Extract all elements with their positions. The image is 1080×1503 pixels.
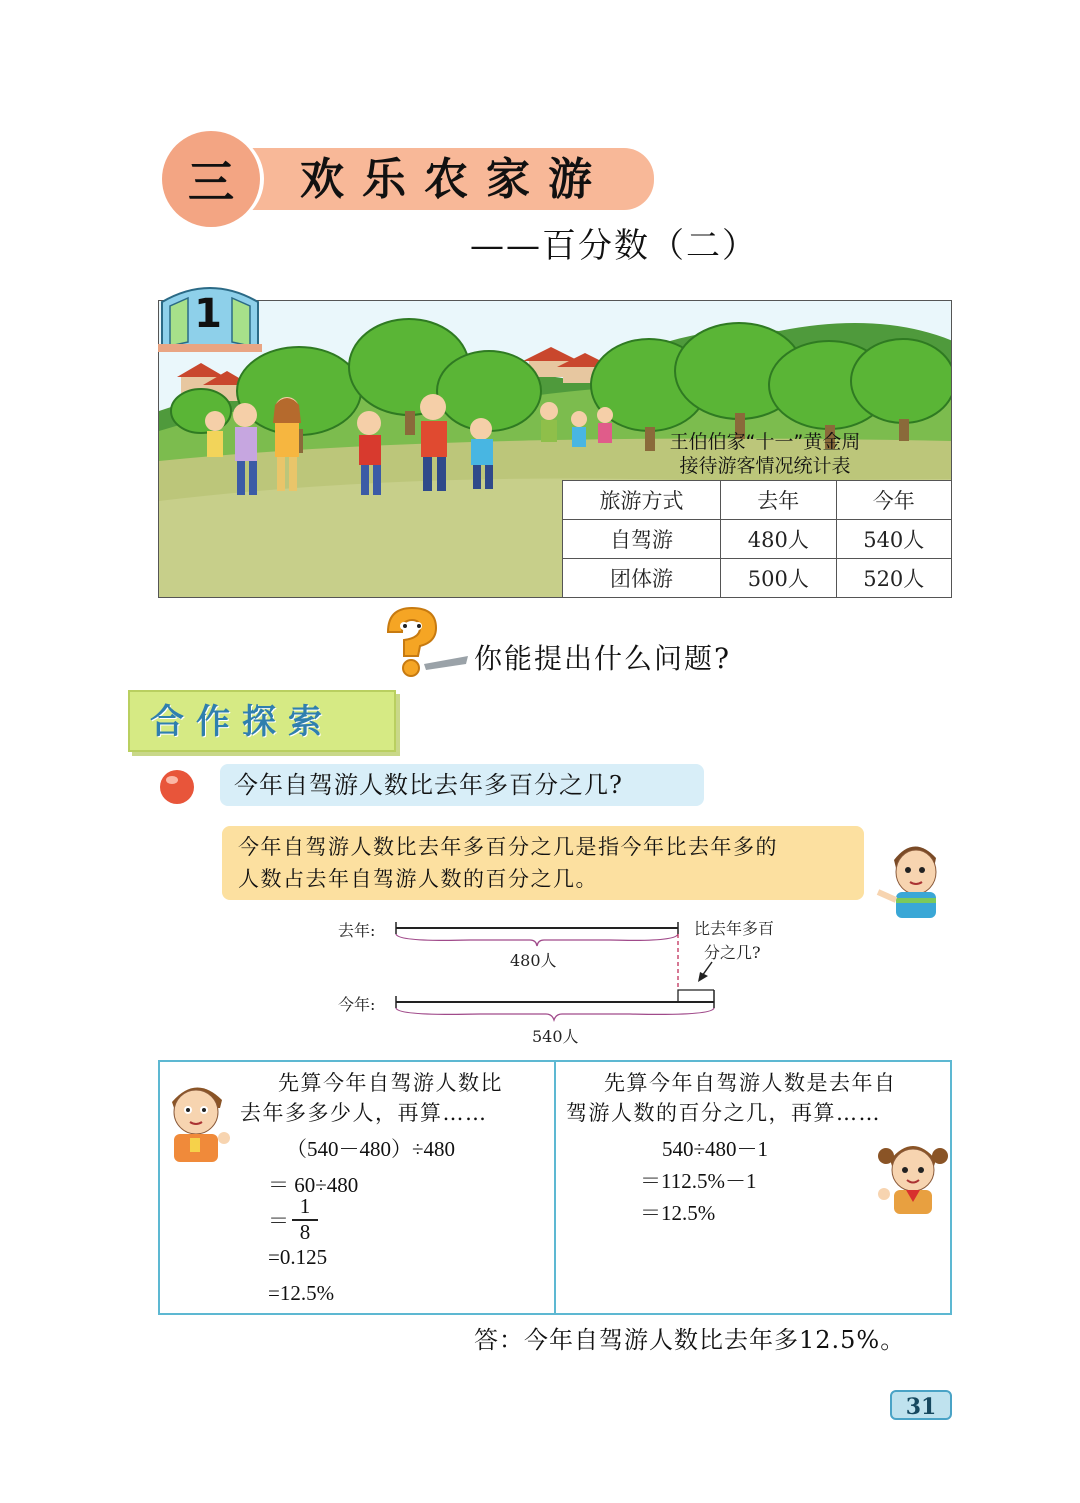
girl-waving-icon bbox=[876, 1130, 950, 1214]
method1-step3-eq: ＝ bbox=[268, 1209, 289, 1233]
method2-step3: ＝12.5% bbox=[640, 1201, 716, 1225]
lesson-subtitle: ——百分数（二） bbox=[470, 226, 758, 266]
table-header-cell: 今年 bbox=[836, 481, 951, 520]
bullet-ball-icon bbox=[158, 768, 196, 806]
method1-text-line2: 去年多多少人，再算…… bbox=[240, 1101, 488, 1125]
method1-step4: =0.125 bbox=[268, 1245, 328, 1269]
extra-segment-bracket bbox=[678, 990, 714, 1002]
question-mark-icon bbox=[380, 604, 470, 680]
diagram-question-line2: 分之几? bbox=[704, 943, 761, 962]
table-title-line2: 接待游客情况统计表 bbox=[679, 455, 851, 477]
method1-step1: （540－480）÷480 bbox=[286, 1137, 456, 1161]
fraction-numerator: 1 bbox=[299, 1194, 311, 1218]
method2-text-line1: 先算今年自驾游人数是去年自 bbox=[604, 1071, 897, 1095]
line-segment-diagram bbox=[320, 910, 820, 1060]
hint-bubble bbox=[222, 826, 864, 900]
table-cell: 540人 bbox=[836, 520, 951, 559]
table-row bbox=[563, 520, 952, 559]
solutions-divider bbox=[554, 1060, 556, 1315]
method1-text-line1: 先算今年自驾游人数比 bbox=[278, 1071, 503, 1095]
table-row bbox=[563, 559, 952, 598]
this-year-brace bbox=[396, 1008, 714, 1020]
table-cell: 团体游 bbox=[563, 559, 721, 598]
table-cell: 自驾游 bbox=[563, 520, 721, 559]
hint-line2: 人数占去年自驾游人数的百分之几。 bbox=[238, 867, 598, 891]
boy-pointing-icon bbox=[874, 834, 954, 918]
answer-statement: 答：今年自驾游人数比去年多12.5%。 bbox=[474, 1326, 906, 1354]
last-year-brace bbox=[396, 934, 678, 946]
statistics-table bbox=[562, 480, 952, 598]
table-header-cell: 旅游方式 bbox=[563, 481, 721, 520]
unit-number: 三 bbox=[188, 155, 234, 209]
problem-statement: 今年自驾游人数比去年多百分之几? bbox=[220, 764, 704, 806]
table-title bbox=[610, 430, 920, 480]
section-title: 合作探索 bbox=[150, 702, 334, 742]
method2-step2: ＝112.5%－1 bbox=[640, 1169, 757, 1193]
unit-number-badge bbox=[162, 131, 260, 227]
diagram-last-year-value: 480人 bbox=[510, 951, 557, 970]
diagram-last-year-label: 去年: bbox=[338, 921, 376, 940]
method2-text-line2: 驾游人数的百分之几，再算…… bbox=[566, 1101, 881, 1125]
fraction-denominator: 8 bbox=[299, 1220, 311, 1244]
page-number: 31 bbox=[890, 1390, 952, 1420]
diagram-this-year-label: 今年: bbox=[338, 995, 376, 1014]
method1-step5: =12.5% bbox=[268, 1281, 335, 1305]
boy-thinking-icon bbox=[162, 1072, 234, 1162]
table-header-row bbox=[563, 481, 952, 520]
table-cell: 520人 bbox=[836, 559, 951, 598]
method1-step2: ＝ 60÷480 bbox=[268, 1173, 359, 1197]
unit-title: 欢乐农家游 bbox=[300, 154, 610, 205]
diagram-question-line1: 比去年多百 bbox=[694, 919, 775, 938]
exercise-number: 1 bbox=[194, 291, 222, 337]
hint-line1: 今年自驾游人数比去年多百分之几是指今年比去年多的 bbox=[238, 835, 778, 859]
question-prompt: 你能提出什么问题? bbox=[474, 642, 732, 675]
table-title-line1: 王伯伯家“十一”黄金周 bbox=[669, 431, 861, 453]
table-cell: 500人 bbox=[721, 559, 836, 598]
diagram-this-year-value: 540人 bbox=[532, 1027, 579, 1046]
method2-step1: 540÷480－1 bbox=[662, 1137, 769, 1161]
table-header-cell: 去年 bbox=[721, 481, 836, 520]
table-cell: 480人 bbox=[721, 520, 836, 559]
